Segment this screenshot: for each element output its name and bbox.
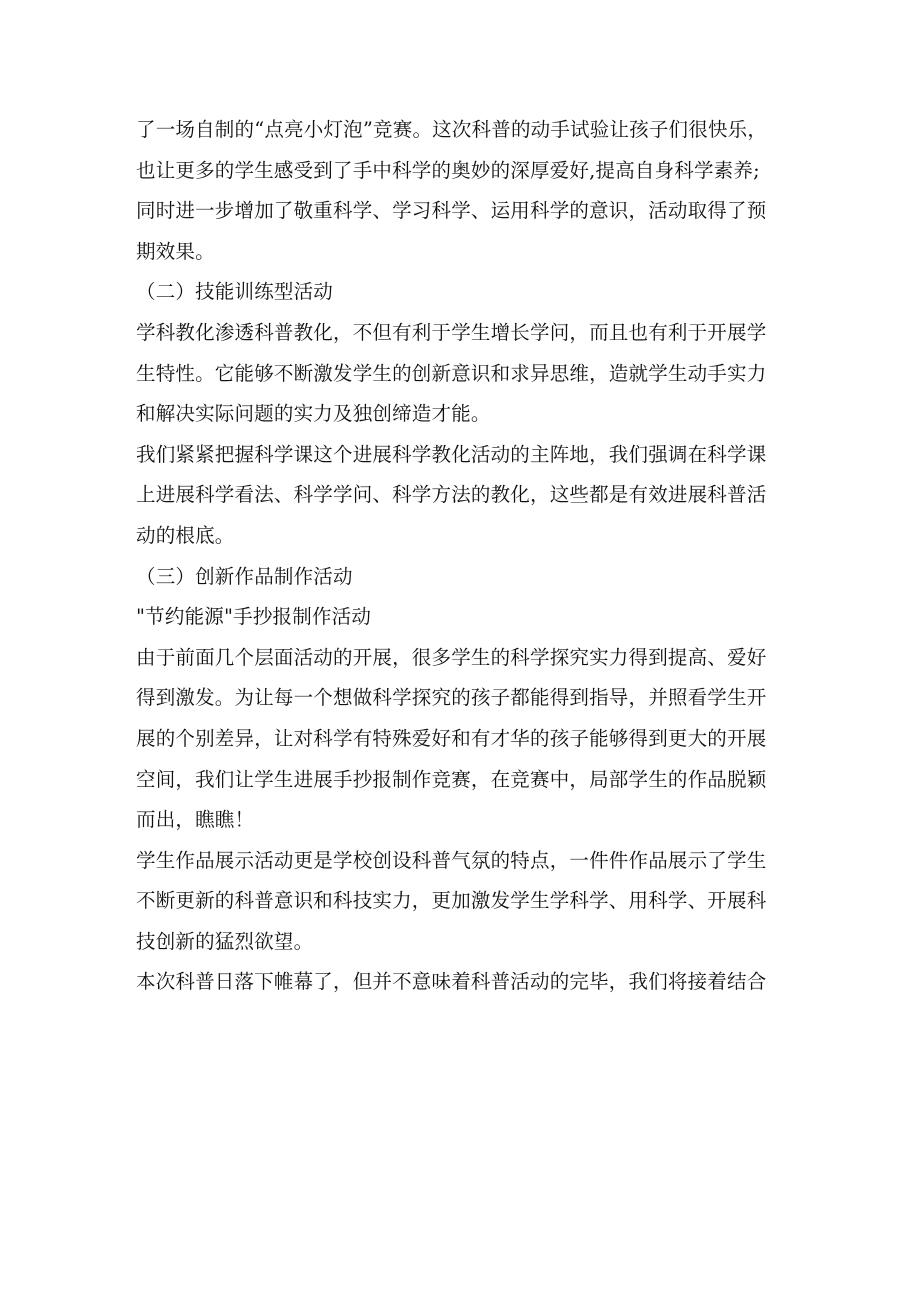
document-body xyxy=(136,110,786,1003)
section-heading-innovation-works xyxy=(136,557,786,598)
text-line: 得到激发。为让每一个想做科学探究的孩子都能得到指导，并照看学生开 xyxy=(136,686,767,710)
text-line: 上进展科学看法、科学学问、科学方法的教化，这些都是有效进展科普活 xyxy=(136,483,767,507)
text-line: 技创新的猛烈欲望。 xyxy=(136,929,314,953)
text-line: 展的个别差异，让对科学有特殊爱好和有才华的孩子能够得到更大的开展 xyxy=(136,726,767,750)
heading-text: （三）创新作品制作活动 xyxy=(136,564,353,588)
text-line: 学生作品展示活动更是学校创设科普气氛的特点，一件件作品展示了学生 xyxy=(136,848,767,872)
paragraph-energy-saving-title xyxy=(136,597,786,638)
text-line: 期效果。 xyxy=(136,239,215,263)
text-line: 动的根底。 xyxy=(136,523,235,547)
paragraph-closing xyxy=(136,962,786,1003)
paragraph-handwritten-newspaper xyxy=(136,638,786,841)
section-heading-skills-training xyxy=(136,272,786,313)
text-line: 和解决实际问题的实力及独创缔造才能。 xyxy=(136,402,491,426)
text-line: 而出，瞧瞧！ xyxy=(136,808,255,832)
paragraph-subject-education xyxy=(136,313,786,435)
heading-text: （二）技能训练型活动 xyxy=(136,280,334,304)
paragraph-works-exhibition xyxy=(136,841,786,963)
paragraph-competition-result xyxy=(136,110,786,272)
text-line: 由于前面几个层面活动的开展，很多学生的科学探究实力得到提高、爱好 xyxy=(136,645,767,669)
text-line: 空间，我们让学生进展手抄报制作竞赛，在竞赛中，局部学生的作品脱颖 xyxy=(136,767,767,791)
text-line: 也让更多的学生感受到了手中科学的奥妙的深厚爱好,提高自身科学素养; xyxy=(136,158,760,182)
text-line: 不断更新的科普意识和科技实力，更加激发学生学科学、用科学、开展科 xyxy=(136,889,767,913)
text-line: 学科教化渗透科普教化，不但有利于学生增长学问，而且也有利于开展学 xyxy=(136,320,767,344)
text-line: "节约能源"手抄报制作活动 xyxy=(136,605,372,629)
text-line: 本次科普日落下帷幕了，但并不意味着科普活动的完毕，我们将接着结合 xyxy=(136,970,767,994)
text-line: 了一场自制的“点亮小灯泡”竞赛。这次科普的动手试验让孩子们很快乐， xyxy=(136,118,768,141)
text-line: 生特性。它能够不断激发学生的创新意识和求异思维，造就学生动手实力 xyxy=(136,361,767,385)
text-line: 同时进一步增加了敬重科学、学习科学、运用科学的意识，活动取得了预 xyxy=(136,199,767,223)
text-line: 我们紧紧把握科学课这个进展科学教化活动的主阵地，我们强调在科学课 xyxy=(136,442,767,466)
paragraph-science-class xyxy=(136,435,786,557)
